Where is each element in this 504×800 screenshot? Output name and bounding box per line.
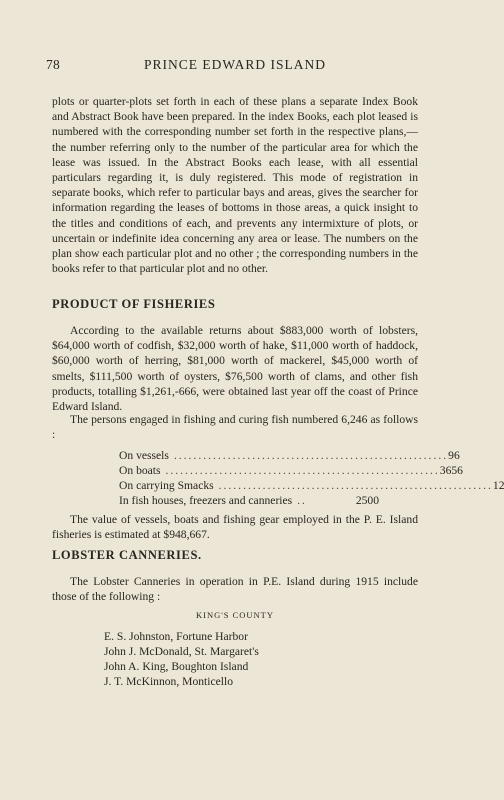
canneries-list	[104, 629, 259, 689]
value-paragraph: The value of vessels, boats and fishing gear employed in the P. E. Island fisheries is estimated at $948,667.	[52, 513, 418, 542]
list-item: John J. McDonald, St. Margaret's	[104, 645, 259, 658]
lobster-paragraph: The Lobster Canneries in operation in P.E. Island during 1915 include those of the following :	[52, 575, 418, 604]
list-item: On vessels ........................................................ 96	[119, 449, 460, 462]
lobster-heading: LOBSTER CANNERIES.	[52, 548, 202, 562]
list-item: E. S. Johnston, Fortune Harbor	[104, 630, 248, 643]
list-item: On carrying Smacks ........................................................ 12	[119, 479, 504, 492]
list-item: John A. King, Boughton Island	[104, 660, 249, 673]
persons-paragraph: The persons engaged in fishing and curing fish numbered 6,246 as follows :	[52, 413, 418, 442]
running-title: PRINCE EDWARD ISLAND	[144, 57, 326, 72]
fisheries-heading: PRODUCT OF FISHERIES	[52, 297, 216, 311]
list-item: On boats ........................................................ 3656	[119, 464, 463, 477]
fisheries-paragraph: According to the available returns about $883,000 worth of lobsters, $64,000 worth of codfish, $32,000 worth of hake, $11,000 worth of haddock, $60,000 worth of herring, $81,000 worth of mackerel, $45,000 worth of smelts, $111,500 worth of oysters, $76,500 worth of clams, and other fish products, totalling $1,261,-666, were obtained last year off the coast of Prince Edward Island.	[52, 324, 418, 414]
list-item: J. T. McKinnon, Monticello	[104, 675, 234, 688]
fishing-persons-list	[119, 448, 504, 508]
intro-paragraph: plots or quarter-plots set forth in each of these plans a separate Index Book and Abstract Book have been prepared. In the index Books, each plot leased is numbered with the corresponding number set forth in the respective plans,—the number referring only to the number of the particular area for which the lease was issued. In the Abstract Books each lease, with all essential particulars regarding it, is duly registered. This mode of registration in separate books, which refer to particular bays and areas, gives the searcher for information regarding the leases of bottoms in those areas, a quick insight to the titles and conditions of each, and prevents any intermixture of plots, or uncertain or indefinite idea concerning any area or lease. The numbers on the plan show each particular plot and no other ; the corresponding numbers in the books refer to that particular plot and no other.	[52, 95, 418, 276]
county-heading: KING'S COUNTY	[195, 610, 275, 620]
page-number: 78	[46, 57, 61, 72]
list-item: In fish houses, freezers and canneries .. 2500	[119, 494, 379, 507]
